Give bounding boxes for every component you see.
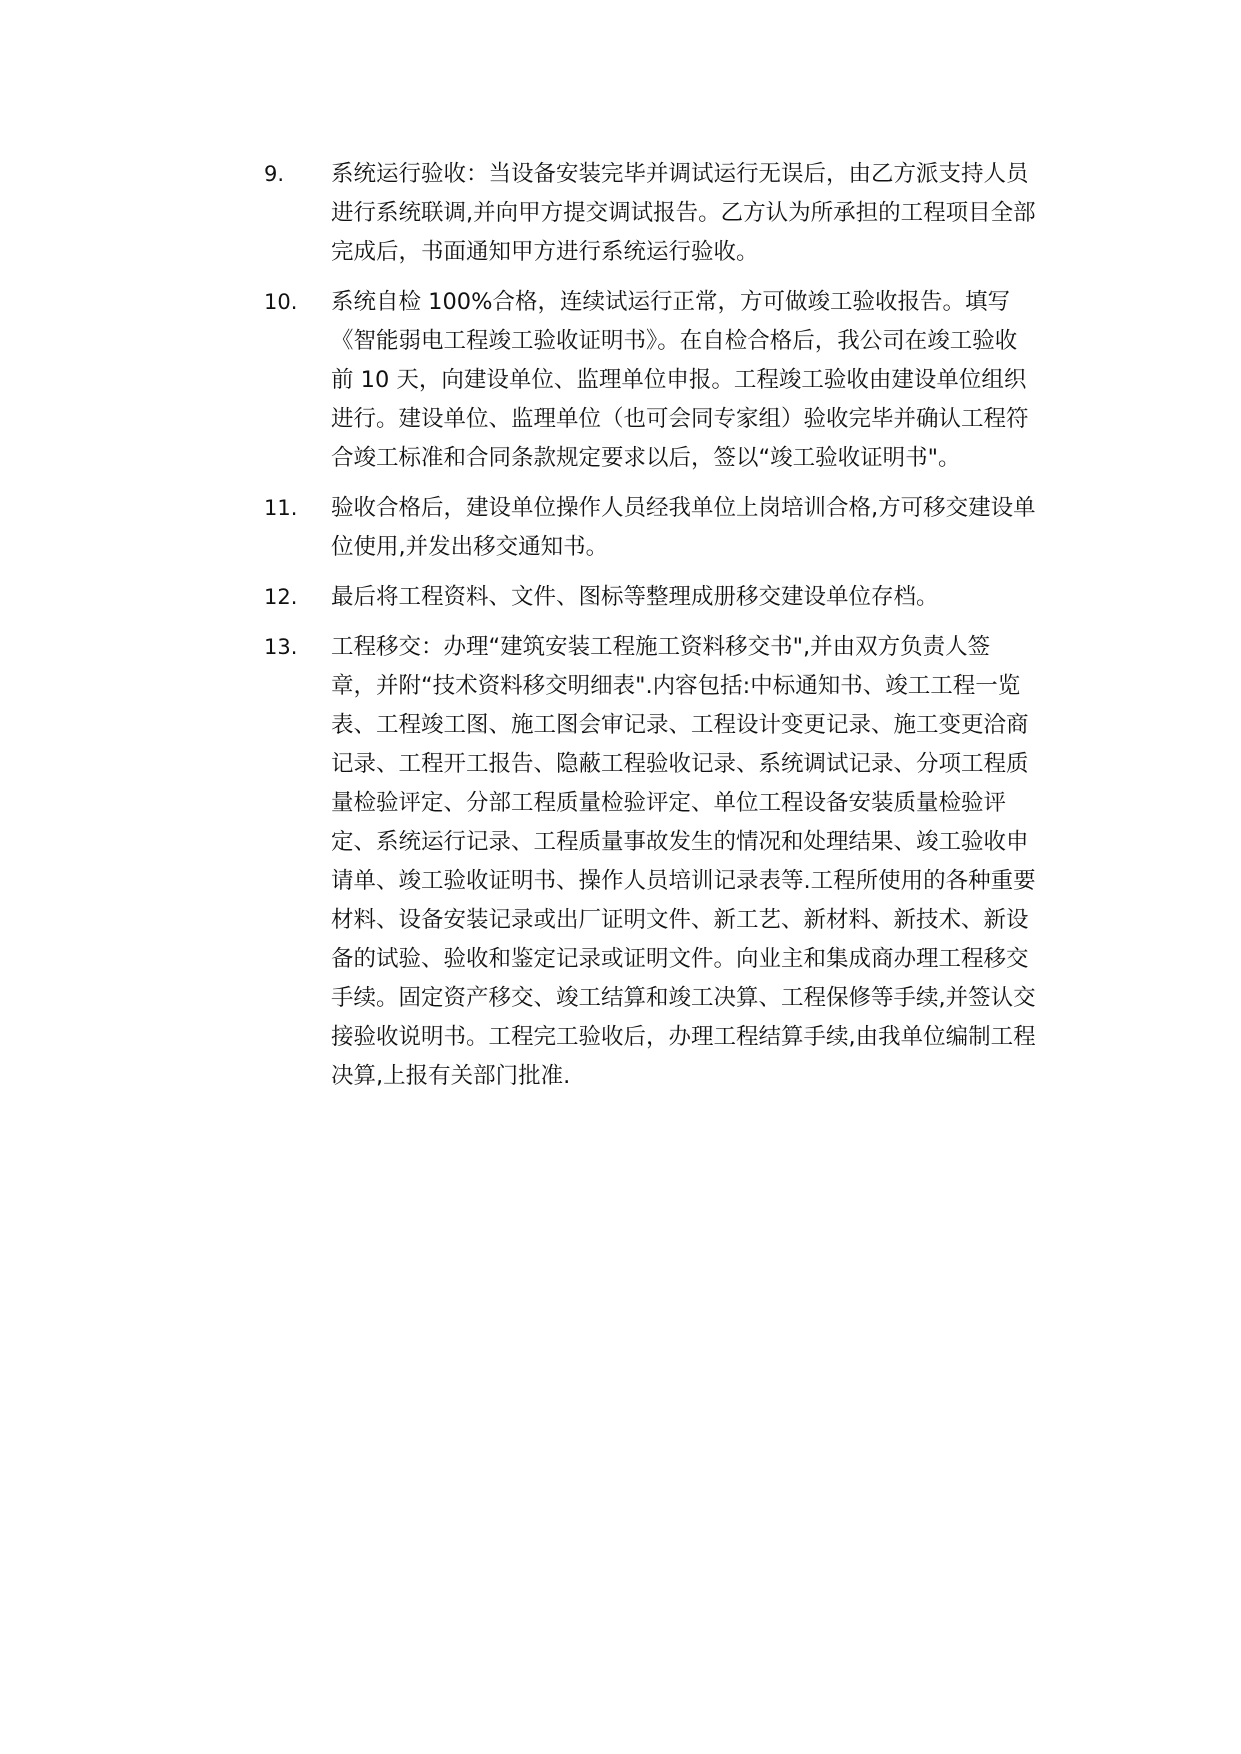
item-line: 请单、竣工验收证明书、操作人员培训记录表等.工程所使用的各种重要 bbox=[331, 868, 1036, 894]
item-line: 系统运行验收：当设备安装完毕并调试运行无误后，由乙方派支持人员 bbox=[331, 161, 1029, 187]
list-item-11 bbox=[264, 489, 1054, 567]
item-line: 定、系统运行记录、工程质量事故发生的情况和处理结果、竣工验收申 bbox=[331, 829, 1029, 855]
item-line: 材料、设备安装记录或出厂证明文件、新工艺、新材料、新技术、新设 bbox=[331, 907, 1029, 933]
item-line: 前 10 天，向建设单位、监理单位申报。工程竣工验收由建设单位组织 bbox=[331, 367, 1027, 393]
numbered-list bbox=[264, 155, 1054, 1107]
item-text bbox=[331, 578, 1054, 617]
item-line: 手续。固定资产移交、竣工结算和竣工决算、工程保修等手续,并签认交 bbox=[331, 985, 1036, 1011]
item-line: 最后将工程资料、文件、图标等整理成册移交建设单位存档。 bbox=[331, 584, 939, 610]
item-line: 表、工程竣工图、施工图会审记录、工程设计变更记录、施工变更洽商 bbox=[331, 712, 1029, 738]
item-line: 完成后，书面通知甲方进行系统运行验收。 bbox=[331, 239, 759, 265]
item-text bbox=[331, 489, 1054, 567]
item-number: 11. bbox=[264, 496, 298, 520]
item-line: 记录、工程开工报告、隐蔽工程验收记录、系统调试记录、分项工程质 bbox=[331, 751, 1029, 777]
item-number: 13. bbox=[264, 635, 298, 659]
item-number: 10. bbox=[264, 290, 298, 314]
item-line: 接验收说明书。工程完工验收后，办理工程结算手续,由我单位编制工程 bbox=[331, 1024, 1036, 1050]
item-line: 位使用,并发出移交通知书。 bbox=[331, 534, 609, 560]
item-line: 《智能弱电工程竣工验收证明书》。在自检合格后，我公司在竣工验收 bbox=[331, 328, 1018, 354]
item-line: 进行系统联调,并向甲方提交调试报告。乙方认为所承担的工程项目全部 bbox=[331, 200, 1036, 226]
item-number: 9. bbox=[264, 162, 285, 186]
item-text bbox=[331, 155, 1054, 272]
item-line: 系统自检 100%合格，连续试运行正常，方可做竣工验收报告。填写 bbox=[331, 289, 1010, 315]
item-line: 合竣工标准和合同条款规定要求以后，签以“竣工验收证明书"。 bbox=[331, 445, 961, 471]
item-line: 量检验评定、分部工程质量检验评定、单位工程设备安装质量检验评 bbox=[331, 790, 1007, 816]
list-item-9 bbox=[264, 155, 1054, 272]
item-line: 进行。建设单位、监理单位（也可会同专家组）验收完毕并确认工程符 bbox=[331, 406, 1029, 432]
list-item-10 bbox=[264, 283, 1054, 478]
item-line: 备的试验、验收和鉴定记录或证明文件。向业主和集成商办理工程移交 bbox=[331, 946, 1029, 972]
item-line: 工程移交：办理“建筑安装工程施工资料移交书",并由双方负责人签 bbox=[331, 634, 991, 660]
list-item-12 bbox=[264, 578, 1054, 617]
item-line: 章，并附“技术资料移交明细表".内容包括:中标通知书、竣工工程一览 bbox=[331, 673, 1021, 699]
item-line: 决算,上报有关部门批准. bbox=[331, 1063, 571, 1089]
item-text bbox=[331, 283, 1054, 478]
list-item-13 bbox=[264, 628, 1054, 1096]
item-line: 验收合格后，建设单位操作人员经我单位上岗培训合格,方可移交建设单 bbox=[331, 495, 1036, 521]
item-number: 12. bbox=[264, 585, 298, 609]
item-text bbox=[331, 628, 1054, 1096]
